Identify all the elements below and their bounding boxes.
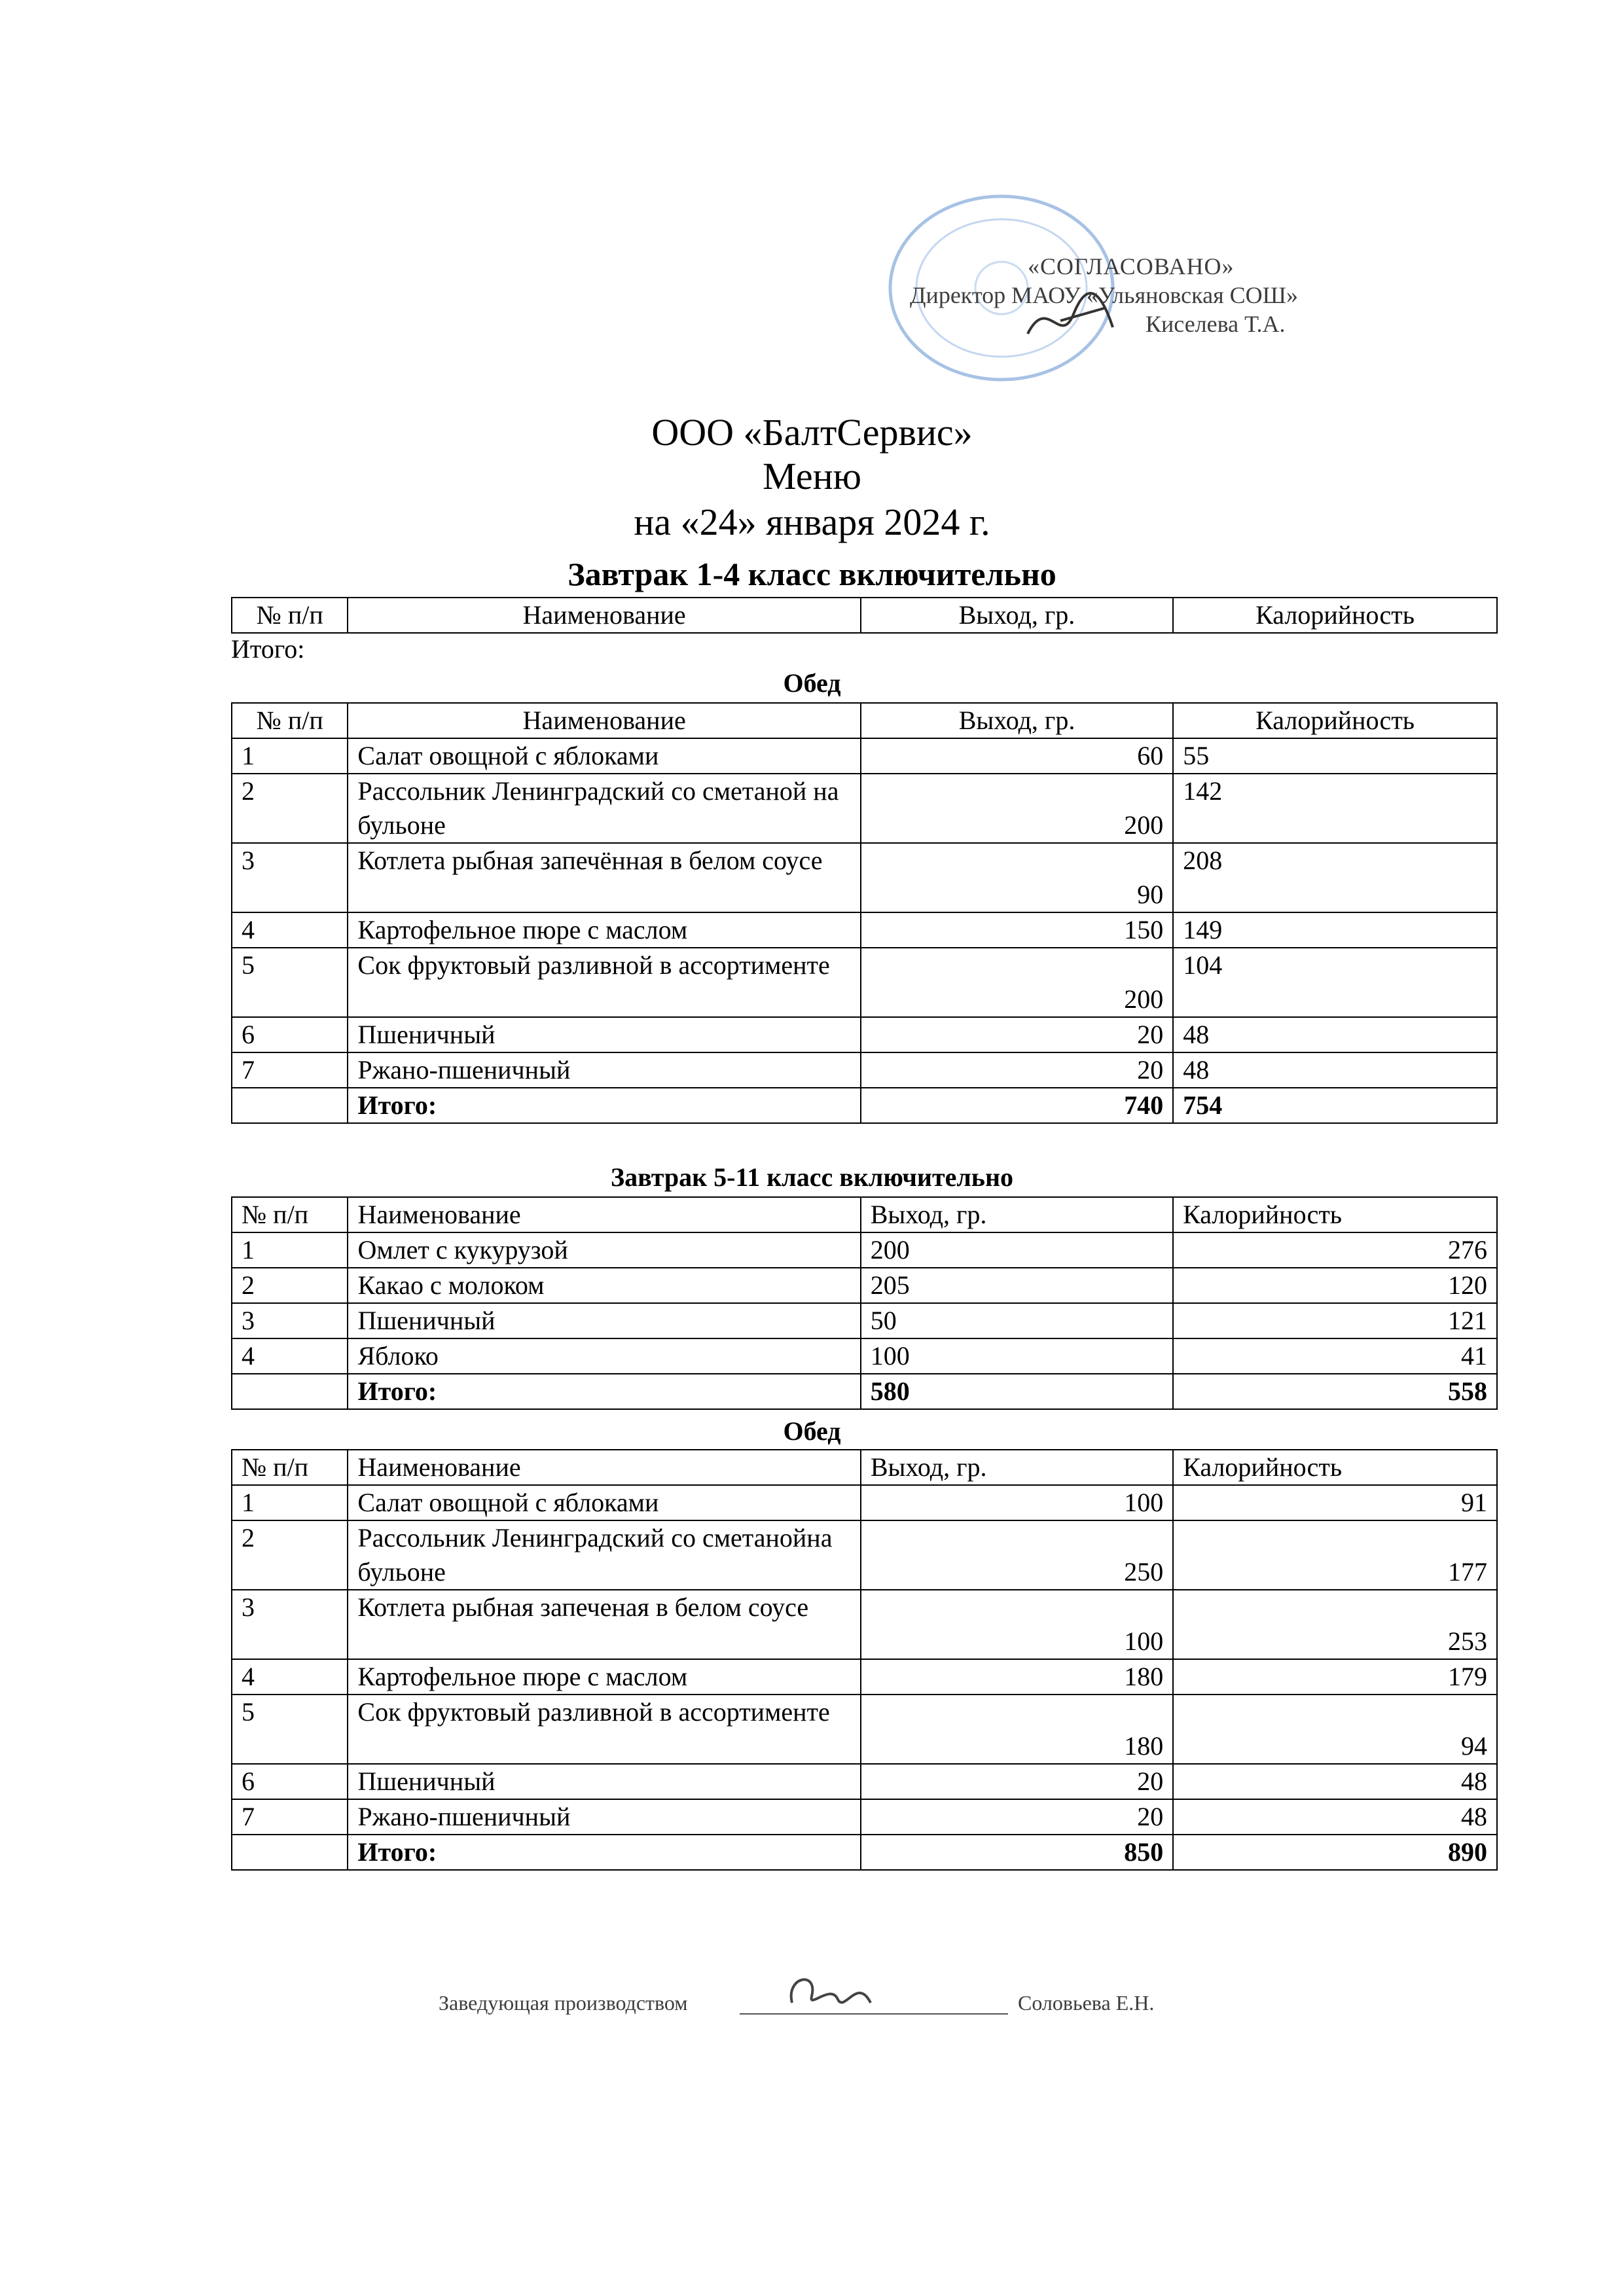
dish-yield: 20 [861, 1764, 1173, 1799]
dish-name: Котлета рыбная запечённая в белом соусе [348, 843, 860, 912]
dish-name: Картофельное пюре с маслом [348, 1659, 860, 1695]
table-row [232, 1485, 1497, 1520]
table-row [232, 1338, 1497, 1374]
table-row [232, 1520, 1497, 1590]
manager-signature-icon [779, 1957, 884, 2022]
empty-cell [232, 1374, 348, 1409]
total-row [232, 1088, 1497, 1123]
dish-name: Ржано-пшеничный [348, 1052, 860, 1088]
row-number: 7 [232, 1052, 348, 1088]
section-breakfast-1-4-title: Завтрак 1-4 класс включительно [568, 556, 1056, 592]
dish-calories: 41 [1173, 1338, 1497, 1374]
col-number-header: № п/п [232, 703, 348, 738]
dish-yield: 180 [861, 1695, 1173, 1764]
row-number: 2 [232, 1268, 348, 1303]
total-calories: 890 [1173, 1835, 1497, 1870]
dish-name: Рассольник Ленинградский со сметаной на бульоне [348, 774, 860, 843]
col-number-header: № п/п [232, 1197, 348, 1232]
dish-yield: 100 [861, 1338, 1173, 1374]
dish-calories: 91 [1173, 1485, 1497, 1520]
lunch-5-11-table [231, 1449, 1498, 1871]
col-yield-header: Выход, гр. [861, 1450, 1173, 1485]
section-breakfast-5-11-title: Завтрак 5-11 класс включительно [610, 1162, 1014, 1192]
dish-name: Картофельное пюре с маслом [348, 912, 860, 948]
total-label: Итого: [348, 1374, 860, 1409]
table-row [232, 1695, 1497, 1764]
col-name-header: Наименование [348, 1197, 860, 1232]
table-row [232, 1268, 1497, 1303]
col-yield-header: Выход, гр. [861, 1197, 1173, 1232]
dish-calories: 149 [1173, 912, 1497, 948]
breakfast-5-11-table [231, 1196, 1498, 1410]
dish-yield: 20 [861, 1799, 1173, 1835]
row-number: 4 [232, 912, 348, 948]
dish-yield: 100 [861, 1485, 1173, 1520]
total-calories: 558 [1173, 1374, 1497, 1409]
section-lunch-5-11-title: Обед [783, 1416, 841, 1446]
document-title: Меню [763, 455, 861, 497]
dish-yield: 180 [861, 1659, 1173, 1695]
table-row [232, 1764, 1497, 1799]
dish-name: Пшеничный [348, 1303, 860, 1338]
table-row [232, 1017, 1497, 1052]
dish-yield: 200 [861, 1232, 1173, 1268]
col-calories-header: Калорийность [1173, 1450, 1497, 1485]
total-yield: 850 [861, 1835, 1173, 1870]
total-label: Итого: [348, 1835, 860, 1870]
dish-calories: 48 [1173, 1017, 1497, 1052]
table-row [232, 1303, 1497, 1338]
col-calories-header: Калорийность [1173, 703, 1497, 738]
dish-name: Яблоко [348, 1338, 860, 1374]
col-yield-header: Выход, гр. [861, 598, 1173, 633]
dish-calories: 120 [1173, 1268, 1497, 1303]
row-number: 6 [232, 1764, 348, 1799]
dish-calories: 55 [1173, 738, 1497, 774]
table-row [232, 738, 1497, 774]
dish-yield: 250 [861, 1520, 1173, 1590]
table-row [232, 1232, 1497, 1268]
total-yield: 740 [861, 1088, 1173, 1123]
dish-name: Пшеничный [348, 1017, 860, 1052]
total-row [232, 1835, 1497, 1870]
table-header-row [232, 1450, 1497, 1485]
table-row [232, 843, 1497, 912]
menu-date: на «24» января 2024 г. [634, 501, 990, 543]
dish-yield: 200 [861, 948, 1173, 1017]
col-name-header: Наименование [348, 598, 860, 633]
dish-name: Сок фруктовый разливной в ассортименте [348, 948, 860, 1017]
col-number-header: № п/п [232, 598, 348, 633]
dish-name: Пшеничный [348, 1764, 860, 1799]
dish-name: Ржано-пшеничный [348, 1799, 860, 1835]
row-number: 4 [232, 1659, 348, 1695]
col-calories-header: Калорийность [1173, 598, 1497, 633]
dish-calories: 208 [1173, 843, 1497, 912]
row-number: 5 [232, 948, 348, 1017]
signature-name: Соловьева Е.Н. [1018, 1991, 1155, 2015]
row-number: 6 [232, 1017, 348, 1052]
dish-calories: 48 [1173, 1799, 1497, 1835]
dish-yield: 60 [861, 738, 1173, 774]
stamp-approved-label: «СОГЛАСОВАНО» [1028, 253, 1235, 279]
row-number: 2 [232, 774, 348, 843]
empty-cell [232, 1835, 348, 1870]
dish-yield: 200 [861, 774, 1173, 843]
dish-name: Сок фруктовый разливной в ассортименте [348, 1695, 860, 1764]
empty-cell [232, 1088, 348, 1123]
dish-calories: 104 [1173, 948, 1497, 1017]
dish-yield: 50 [861, 1303, 1173, 1338]
table-row [232, 1052, 1497, 1088]
total-calories: 754 [1173, 1088, 1497, 1123]
col-name-header: Наименование [348, 703, 860, 738]
row-number: 5 [232, 1695, 348, 1764]
dish-yield: 150 [861, 912, 1173, 948]
dish-yield: 20 [861, 1017, 1173, 1052]
row-number: 2 [232, 1520, 348, 1590]
table-row [232, 774, 1497, 843]
dish-yield: 100 [861, 1590, 1173, 1659]
dish-calories: 48 [1173, 1764, 1497, 1799]
dish-calories: 142 [1173, 774, 1497, 843]
col-number-header: № п/п [232, 1450, 348, 1485]
row-number: 3 [232, 1303, 348, 1338]
table-header-row [232, 598, 1497, 633]
dish-yield: 20 [861, 1052, 1173, 1088]
dish-yield: 90 [861, 843, 1173, 912]
table-row [232, 912, 1497, 948]
row-number: 3 [232, 843, 348, 912]
dish-calories: 253 [1173, 1590, 1497, 1659]
table-row [232, 1799, 1497, 1835]
table-row [232, 1590, 1497, 1659]
table-row [232, 1659, 1497, 1695]
total-row [232, 1374, 1497, 1409]
row-number: 4 [232, 1338, 348, 1374]
dish-calories: 94 [1173, 1695, 1497, 1764]
breakfast-1-4-total-label: Итого: [231, 634, 305, 664]
dish-name: Котлета рыбная запеченая в белом соусе [348, 1590, 860, 1659]
total-label: Итого: [348, 1088, 860, 1123]
dish-name: Салат овощной с яблоками [348, 1485, 860, 1520]
dish-name: Какао с молоком [348, 1268, 860, 1303]
dish-calories: 177 [1173, 1520, 1497, 1590]
table-header-row [232, 1197, 1497, 1232]
col-name-header: Наименование [348, 1450, 860, 1485]
dish-name: Салат овощной с яблоками [348, 738, 860, 774]
dish-calories: 276 [1173, 1232, 1497, 1268]
dish-name: Омлет с кукурузой [348, 1232, 860, 1268]
col-calories-header: Калорийность [1173, 1197, 1497, 1232]
signature-block [439, 1957, 1224, 2036]
total-yield: 580 [861, 1374, 1173, 1409]
row-number: 7 [232, 1799, 348, 1835]
dish-calories: 121 [1173, 1303, 1497, 1338]
row-number: 1 [232, 1232, 348, 1268]
lunch-1-4-table [231, 702, 1498, 1124]
breakfast-1-4-table [231, 597, 1498, 634]
dish-calories: 48 [1173, 1052, 1497, 1088]
dish-yield: 205 [861, 1268, 1173, 1303]
table-row [232, 948, 1497, 1017]
organization-name: ООО «БалтСервис» [651, 411, 973, 454]
stamp-director-name: Киселева Т.А. [1146, 311, 1286, 337]
col-yield-header: Выход, гр. [861, 703, 1173, 738]
section-lunch-1-4-title: Обед [783, 668, 841, 698]
row-number: 1 [232, 1485, 348, 1520]
table-header-row [232, 703, 1497, 738]
approval-stamp [871, 190, 1394, 393]
signature-role: Заведующая производством [439, 1991, 688, 2015]
dish-calories: 179 [1173, 1659, 1497, 1695]
stamp-director-label: Директор МАОУ «Ульяновская СОШ» [910, 282, 1298, 308]
dish-name: Рассольник Ленинградский со сметанойна бульоне [348, 1520, 860, 1590]
row-number: 3 [232, 1590, 348, 1659]
row-number: 1 [232, 738, 348, 774]
